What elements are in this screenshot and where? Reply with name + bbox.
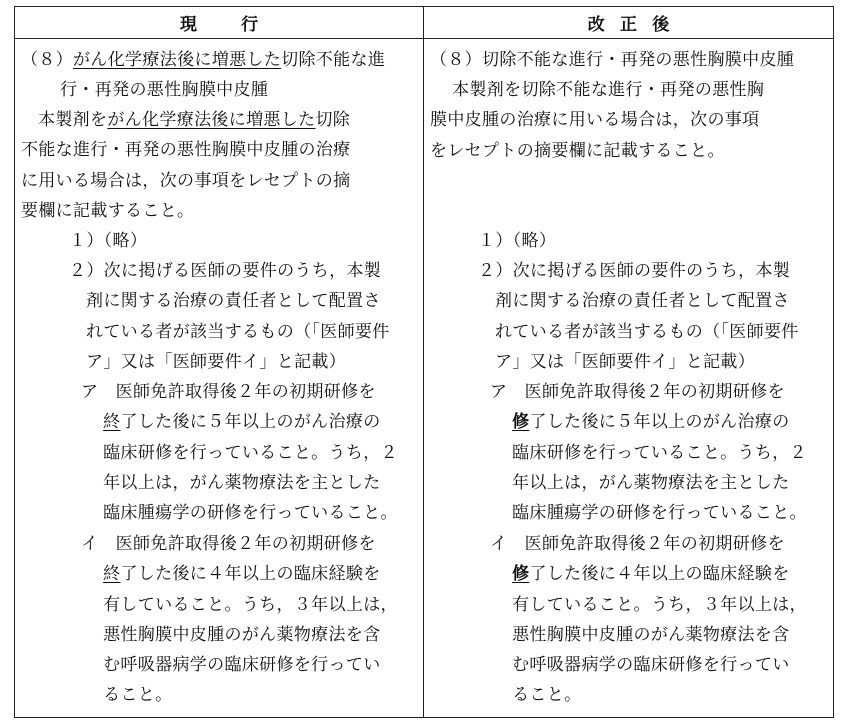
text-segment: ること。 xyxy=(512,685,582,706)
text-line: れている者が該当するもの（「医師要件 xyxy=(495,321,799,342)
text-line xyxy=(81,650,398,680)
text-segment: 了した後に４年以上の臨床経験を xyxy=(120,564,381,585)
current-item-2 xyxy=(69,256,390,377)
text-line xyxy=(490,407,807,437)
text-segment: 悪性胸膜中皮腫のがん薬物療法を含 xyxy=(512,624,790,645)
current-body xyxy=(21,105,350,226)
revised-body xyxy=(430,75,764,166)
current-item-1: １）（略） xyxy=(69,231,148,251)
text-line xyxy=(81,590,398,620)
text-segment: 膜中皮腫の治療に用いる場合は，次の事項 xyxy=(430,110,760,131)
text-segment: 切除不能な進 xyxy=(281,50,386,70)
text-line xyxy=(490,529,807,559)
underlined-text: 終 xyxy=(103,412,121,433)
text-segment: 臨床研修を行っていること。うち，２ xyxy=(512,442,807,463)
underlined-text: 終 xyxy=(103,564,121,585)
text-line xyxy=(21,105,350,135)
text-segment: 不能な進行・再発の悪性胸膜中皮腫の治療 xyxy=(21,140,351,161)
revised-requirement-i xyxy=(490,529,807,711)
underlined-text: がん化学療法後に増悪した xyxy=(73,50,282,70)
text-segment: 臨床腫瘍学の研修を行っていること。 xyxy=(103,503,398,524)
revised-title xyxy=(430,45,794,75)
text-segment: 本製剤を切除不能な進行・再発の悪性胸 xyxy=(452,80,765,100)
text-segment: ること。 xyxy=(103,685,173,706)
underlined-text: 修 xyxy=(512,412,530,433)
text-line xyxy=(490,468,807,498)
text-segment: イ 医師免許取得後２年の初期研修を xyxy=(81,534,376,554)
text-line xyxy=(490,559,807,589)
current-requirement-i xyxy=(81,529,398,711)
text-segment: 行・再発の悪性胸膜中皮腫 xyxy=(60,80,269,101)
text-line: ２）次に掲げる医師の要件のうち，本製 xyxy=(478,261,791,281)
revised-column xyxy=(424,39,833,717)
text-line xyxy=(81,377,398,407)
text-line xyxy=(490,680,807,710)
text-line xyxy=(81,529,398,559)
text-segment: に用いる場合は，次の事項をレセプトの摘 xyxy=(21,170,351,191)
text-line: ア」又は「医師要件イ」と記載） xyxy=(86,351,347,372)
text-line xyxy=(21,45,385,75)
revised-item-1: １）（略） xyxy=(478,231,557,251)
text-segment: ア 医師免許取得後２年の初期研修を xyxy=(81,382,376,402)
text-segment: 臨床研修を行っていること。うち，２ xyxy=(103,442,398,463)
text-line xyxy=(81,680,398,710)
text-segment: 悪性胸膜中皮腫のがん薬物療法を含 xyxy=(103,624,381,645)
text-line xyxy=(490,620,807,650)
text-line xyxy=(490,650,807,680)
text-line xyxy=(490,438,807,468)
underlined-text: がん化学療法後に増悪した xyxy=(107,110,316,130)
text-line xyxy=(81,498,398,528)
text-segment: （８） xyxy=(21,50,74,70)
header-revised: 改正後 xyxy=(424,7,833,39)
text-line xyxy=(430,75,764,105)
text-line xyxy=(430,45,794,75)
text-line: 剤に関する治療の責任者として配置さ xyxy=(495,291,790,312)
revised-requirement-a xyxy=(490,377,807,528)
text-segment: イ 医師免許取得後２年の初期研修を xyxy=(490,534,785,554)
text-segment: む呼吸器病学の臨床研修を行ってい xyxy=(512,655,790,676)
text-line: ２）次に掲げる医師の要件のうち，本製 xyxy=(69,261,382,281)
text-line xyxy=(81,407,398,437)
text-line xyxy=(21,135,350,165)
text-line xyxy=(21,196,350,226)
text-line: ア」又は「医師要件イ」と記載） xyxy=(495,351,756,372)
text-segment: 有していること。うち，３年以上は， xyxy=(512,594,807,615)
text-segment: をレセプトの摘要欄に記載すること。 xyxy=(430,140,725,161)
text-segment: 有していること。うち，３年以上は， xyxy=(103,594,398,615)
text-line xyxy=(21,166,350,196)
text-line xyxy=(490,377,807,407)
text-segment: 本製剤を xyxy=(38,110,108,130)
text-line xyxy=(81,620,398,650)
text-segment: 年以上は，がん薬物療法を主とした xyxy=(512,472,790,493)
text-line xyxy=(430,105,764,135)
revised-item-2 xyxy=(478,256,799,377)
text-line: 剤に関する治療の責任者として配置さ xyxy=(86,291,381,312)
underlined-text: 修 xyxy=(512,564,530,585)
text-line xyxy=(81,559,398,589)
text-line xyxy=(21,75,385,105)
text-segment: む呼吸器病学の臨床研修を行ってい xyxy=(103,655,381,676)
text-segment: 了した後に４年以上の臨床経験を xyxy=(529,564,790,585)
text-line xyxy=(490,498,807,528)
current-title xyxy=(21,45,385,106)
text-segment: 了した後に５年以上のがん治療の xyxy=(120,412,381,433)
text-line xyxy=(430,136,764,166)
text-segment: 要欄に記載すること。 xyxy=(21,200,195,221)
current-column xyxy=(15,39,424,717)
comparison-table xyxy=(14,6,834,718)
text-line xyxy=(490,590,807,620)
text-segment: 臨床腫瘍学の研修を行っていること。 xyxy=(512,503,807,524)
text-segment: ア 医師免許取得後２年の初期研修を xyxy=(490,382,785,402)
current-requirement-a xyxy=(81,377,398,528)
text-line xyxy=(81,438,398,468)
text-line: れている者が該当するもの（「医師要件 xyxy=(86,321,390,342)
text-segment: 了した後に５年以上のがん治療の xyxy=(529,412,790,433)
text-segment: （８）切除不能な進行・再発の悪性胸膜中皮腫 xyxy=(430,50,795,70)
text-segment: 年以上は，がん薬物療法を主とした xyxy=(103,472,381,493)
header-current: 現行 xyxy=(15,7,424,39)
text-line xyxy=(81,468,398,498)
text-segment: 切除 xyxy=(315,110,351,130)
